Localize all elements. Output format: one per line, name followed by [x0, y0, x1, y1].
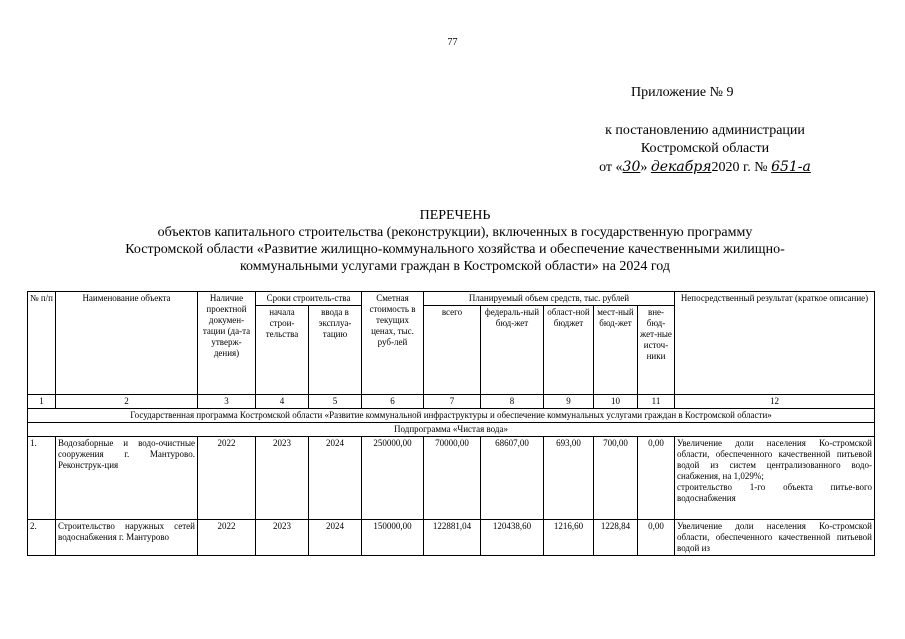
column-number: 1 [28, 395, 56, 409]
row-cost: 150000,00 [362, 520, 424, 556]
row-result [675, 520, 875, 556]
column-number: 4 [256, 395, 309, 409]
header-commission: ввода в эксплуа-тацию [309, 306, 362, 395]
header-local: мест-ный бюд-жет [594, 306, 638, 395]
row-name: Строительство наружных сетей водоснабжения г. Мантурово [56, 520, 198, 556]
row-local: 1228,84 [594, 520, 638, 556]
row-regional: 1216,60 [544, 520, 594, 556]
column-number: 12 [675, 395, 875, 409]
decree-month-handwritten: декабря [650, 159, 712, 175]
column-number: 10 [594, 395, 638, 409]
decree-line-3 [570, 158, 840, 177]
header-federal: федераль-ный бюд-жет [481, 306, 544, 395]
title-line-2: Костромской области «Развитие жилищно-коммунального хозяйства и обеспечение качественными жилищно- [125, 242, 785, 257]
row-start: 2023 [256, 520, 309, 556]
row-total: 122881,04 [424, 520, 481, 556]
program-title: Государственная программа Костромской области «Развитие коммунальной инфраструктуры и обеспечение коммунальных услугами граждан в Костромской области» [28, 409, 875, 423]
header-num: № п/п [28, 292, 56, 395]
header-start: начала строи-тельства [256, 306, 309, 395]
subprogram-title: Подпрограмма «Чистая вода» [28, 423, 875, 437]
row-commission: 2024 [309, 520, 362, 556]
decree-line-2: Костромской области [640, 141, 770, 156]
column-number: 8 [481, 395, 544, 409]
decree-day-handwritten: 30 [622, 159, 641, 175]
document-title [110, 207, 800, 275]
row-name: Водозаборные и водо-очистные сооружения г. Мантурово. Реконструк-ция [56, 437, 198, 520]
title-heading: ПЕРЕЧЕНЬ [419, 208, 491, 223]
table-row [28, 437, 875, 520]
column-number: 11 [638, 395, 675, 409]
decree-line-1: к постановлению администрации [605, 123, 805, 138]
row-extra: 0,00 [638, 437, 675, 520]
header-result: Непосредственный результат (краткое описание) [675, 292, 875, 395]
row-extra: 0,00 [638, 520, 675, 556]
column-number: 9 [544, 395, 594, 409]
row-result-line: Увеличение доли населения Ко-стромской области, обеспеченного качественной питьевой водой из [677, 521, 872, 553]
decree-year: 2020 г. № [711, 160, 768, 175]
column-number: 2 [56, 395, 198, 409]
objects-table [27, 291, 875, 556]
appendix-label: Приложение № 9 [631, 85, 734, 100]
table-header-row-1 [28, 292, 875, 306]
row-total: 70000,00 [424, 437, 481, 520]
header-extra: вне-бюд-жет-ные источ-ники [638, 306, 675, 395]
decree-number-handwritten: 651-а [771, 159, 811, 175]
row-num: 2. [28, 520, 56, 556]
header-total: всего [424, 306, 481, 395]
column-number: 5 [309, 395, 362, 409]
row-result [675, 437, 875, 520]
title-line-3: коммунальными услугами граждан в Костромской области» на 2024 год [239, 259, 671, 274]
row-num: 1. [28, 437, 56, 520]
row-commission: 2024 [309, 437, 362, 520]
column-number-row [28, 395, 875, 409]
header-cost: Сметная стоимость в текущих ценах, тыс. руб-лей [362, 292, 424, 395]
header-planned: Планируемый объем средств, тыс. рублей [424, 292, 675, 306]
row-regional: 693,00 [544, 437, 594, 520]
row-docs: 2022 [198, 437, 256, 520]
row-result-line: строительство 1-го объекта питье-вого водоснабжения [677, 482, 872, 503]
column-number: 3 [198, 395, 256, 409]
header-name: Наименование объекта [56, 292, 198, 395]
row-local: 700,00 [594, 437, 638, 520]
header-terms: Сроки строитель-ства [256, 292, 362, 306]
header-regional: област-ной бюджет [544, 306, 594, 395]
subprogram-row [28, 423, 875, 437]
row-result-line: Увеличение доли населения Ко-стромской области, обеспеченного качественной питьевой водой из систем централизованного водо-снабжения, на 1,029%; [677, 438, 872, 481]
row-docs: 2022 [198, 520, 256, 556]
page-number: 77 [447, 37, 458, 48]
decree-date-prefix: от « [599, 160, 623, 175]
row-federal: 68607,00 [481, 437, 544, 520]
decree-reference [570, 122, 840, 177]
column-number: 7 [424, 395, 481, 409]
row-cost: 250000,00 [362, 437, 424, 520]
column-number: 6 [362, 395, 424, 409]
header-docs: Наличие проектной докумен-тации (да-та утверж-дения) [198, 292, 256, 395]
decree-date-middle: » [640, 160, 648, 175]
program-row [28, 409, 875, 423]
row-start: 2023 [256, 437, 309, 520]
table-row [28, 520, 875, 556]
title-line-1: объектов капитального строительства (реконструкции), включенных в государственную программу [157, 225, 753, 240]
row-federal: 120438,60 [481, 520, 544, 556]
